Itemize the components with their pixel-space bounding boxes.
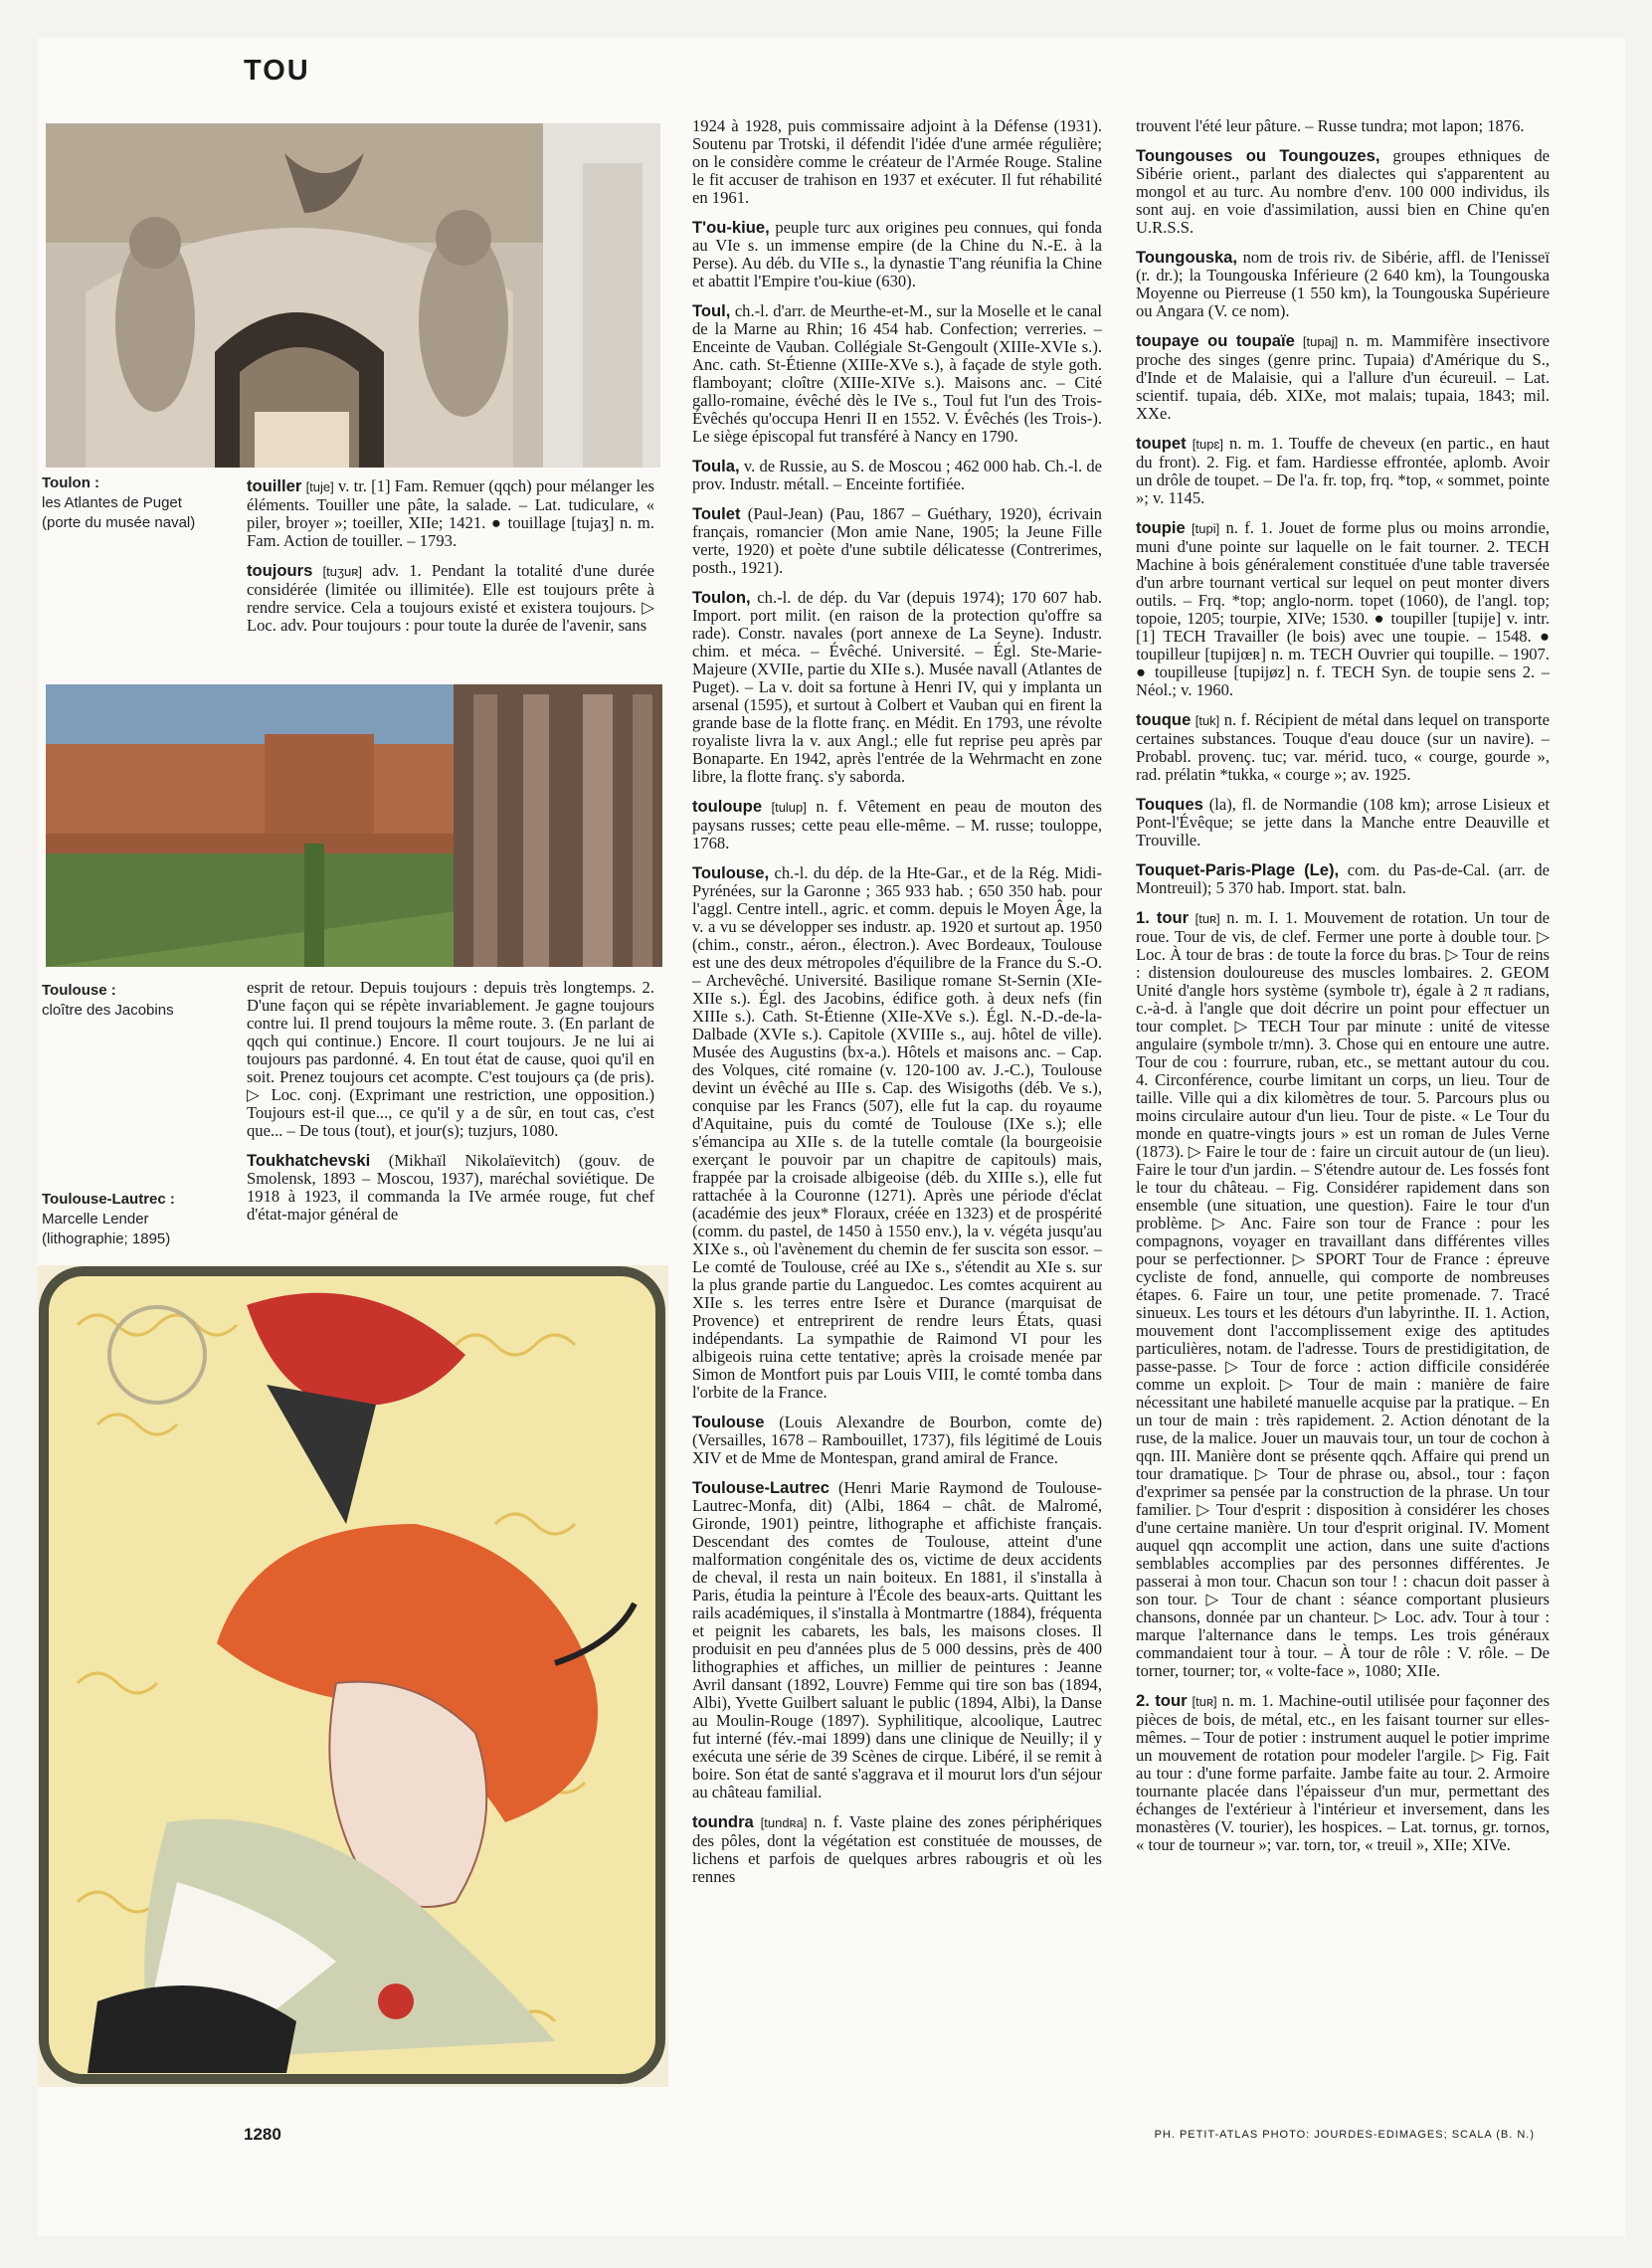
entry-toulouse-lautrec: [692, 1479, 1102, 1801]
definition: (Louis Alexandre de Bourbon, comte de) (Versailles, 1678 – Rambouillet, 1737), fils légitimé de Louis XIV et de Mme de Montespan, grand amiral de France.: [692, 1413, 1102, 1467]
definition: ch.-l. du dép. de la Hte-Gar., et de la Rég. Midi-Pyrénées, sur la Garonne ; 365 933 hab. ; 650 350 hab. pour l'aggl. Centre intell., agric. et comm. depuis le Moyen Âge, la v. a vu se développer ses industr. ap. 1920 et surtout ap. 1950 (chim., constr., aéron., électron.). Avec Bordeaux, Toulouse est une des deux métropoles d'équilibre de la France du S.-O. – Archevêché. Université. Basilique romane St-Sernin (XIe-XIIe s.). Égl. des Jacobins, édifice goth. à deux nefs (fin XIIIe s.). Cath. St-Étienne (XIIe-XVe s.). Égl. N.-D.-de-la-Dalbade (XVIe s.). Capitole (XVIIIe s., auj. hôtel de ville). Musée des Augustins (bx-a.). Hôtels et maisons anc. – Cap. des Volques, cité romaine (v. 120-100 av. J.-C.), Toulouse devint un évêché au IIIe s. Cap. des Wisigoths (déb. Ve s.), conquise par les Francs (507), elle fut la cap. du royaume d'Aquitaine, puis du comté de Toulouse (IXe s.); elle s'émancipa au XIIe s. de la tutelle comtale (la bourgeoisie exerçant le pouvoir par un chapitre de capitouls) mais, frappée par la croisade albigeoise (déb. du XIIIe s.), elle fut rattachée à la Couronne (1271). Après une période d'éclat (académie des jeux* Floraux, créée en 1323) et de prospérité (comm. du pastel, de 1450 à 1550 env.), la v. végéta jusqu'au XIXe s., où l'avènement du chemin de fer suscita son essor. – Le comté de Toulouse, créé au IXe s., s'étendit au XIe s. sur la plus grande partie du Languedoc. Les comtes acquirent au XIIe s. les terres entre Isère et Durance (marquisat de Provence) et entreprirent de rendre leurs États, quasi indépendants. La sympathie de Raimond VI pour les albigeois ruina cette tentative; après la croisade menée par Simon de Montfort puis par Louis VIII, le comté tomba dans l'orbite de la France.: [692, 863, 1102, 1402]
entry-toupie: [1136, 519, 1550, 699]
caption-toulon-title: Toulon :: [42, 474, 100, 491]
headword: Toukhatchevski: [247, 1151, 371, 1170]
definition: (Henri Marie Raymond de Toulouse-Lautrec-Monfa, dit) (Albi, 1864 – chât. de Malromé, Gironde, 1901) peintre, lithographe et affichiste français. Descendant des comtes de Toulouse, atteint d'une malformation congénitale des os, victime de deux accidents de cheval, il resta un nain boiteux. En 1881, il s'installa à Paris, étudia la peinture à l'École des beaux-arts. Quittant les rails académiques, il s'installa à Montmartre (1884), fréquenta et peignit les cabarets, les bals, les maisons closes. Il produisit en peu d'années plus de 5 000 dessins, près de 400 lithographies et affiches, un millier de peintures : Jeanne Avril dansant (1892, Louvre) Femme qui tire son bas (1894, Albi), Yvette Guilbert saluant le public (1894, Albi), la Danse au Moulin-Rouge (1897). Syphilitique, alcoolique, Lautrec fut interné (fév.-mai 1899) dans une clinique de Neuilly; il y exécuta une série de 39 Scènes de cirque. Libéré, il se remit à boire. Son état de santé s'aggrava et il mourut lors d'un séjour au château familial.: [692, 1478, 1102, 1801]
pronunciation: [tuʀ]: [1194, 911, 1220, 926]
headword: touiller: [247, 477, 302, 495]
lautrec-lithograph-illustration: [38, 1265, 668, 2087]
pronunciation: [tuje]: [305, 479, 334, 494]
pronunciation: [tupɛ]: [1192, 437, 1223, 452]
headword: Toulon,: [692, 588, 751, 607]
caption-lautrec-text: Marcelle Lender (lithographie; 1895): [42, 1211, 171, 1247]
definition: ch.-l. de dép. du Var (depuis 1974); 170 607 hab. Import. port milit. (en raison de la protection qu'offre sa rade). Constr. navales (port annexe de La Seyne). Industr. chim. et méca. – Évêché. Université. – Égl. Ste-Marie-Majeure (XVIIe, partie du XIIe s.). Musée navall (Atlantes de Puget). – La v. doit sa fortune à Henri IV, qui y implanta un arsenal (1595), et surtout à Colbert et Vauban qui en firent la grande base de la flotte franç. en Médit. En 1793, une révolte royaliste livra la v. aux Angl.; elle fut reprise peu après par Bonaparte. En 1942, après l'entrée de la Wehrmacht en zone libre, la flotte franç. s'y saborda.: [692, 588, 1102, 786]
caption-toulouse: [42, 981, 221, 1021]
headword: Toulet: [692, 504, 741, 523]
entry-toupaye: [1136, 332, 1550, 423]
column-1-lower: [247, 979, 654, 1252]
headword: Toulouse: [692, 1413, 765, 1431]
headword: toujours: [247, 561, 313, 580]
entry-toulouse: [692, 864, 1102, 1402]
definition: n. m. 1. Touffe de cheveux (en partic., en haut du front). 2. Fig. et fam. Hardiesse effrontée, aplomb. Avoir un drôle de toupet. – De l'a. fr. top, frq. *top, « sommet, pointe »; v. 1145.: [1136, 434, 1550, 507]
headword: toupet: [1136, 434, 1187, 453]
headword: Toungouses ou Toungouzes,: [1136, 146, 1380, 165]
headword: toupaye ou toupaïe: [1136, 331, 1295, 350]
column-3: [1136, 117, 1550, 2107]
pronunciation: [tuk]: [1194, 713, 1220, 728]
toulon-photo-illustration: [46, 123, 660, 468]
caption-lautrec: [42, 1190, 221, 1249]
entry-toungouska: [1136, 249, 1550, 320]
photo-toulouse-cloitre: [46, 684, 662, 967]
entry-toukiue: [692, 219, 1102, 290]
entry-toulon: [692, 589, 1102, 786]
definition: nom de trois riv. de Sibérie, affl. de l'Ienisseï (r. dr.); la Toungouska Inférieure (2 640 km), la Toungouska Moyenne ou Pierreuse (1 550 km), la Toungouska Supérieure ou Angara (V. ce nom).: [1136, 248, 1550, 320]
entry-touque: [1136, 711, 1550, 784]
entry-touloupe: [692, 798, 1102, 852]
pronunciation: [tuʀ]: [1192, 1694, 1217, 1709]
headword: Touquet-Paris-Plage (Le),: [1136, 860, 1340, 879]
col2-continuation: 1924 à 1928, puis commissaire adjoint à la Défense (1931). Soutenu par Trotski, il défendit l'idée d'une armée régulière; on le considère comme le créateur de l'Armée Rouge. Staline le fit accuser de trahison en 1937 et exécuter. Il fut réhabilité en 1961.: [692, 117, 1102, 207]
entry-touquet: [1136, 861, 1550, 897]
entry-tour-1: [1136, 909, 1550, 1680]
toulouse-photo-illustration: [46, 684, 662, 967]
headword: Toul,: [692, 301, 731, 320]
definition: (Mikhaïl Nikolaïevitch) (gouv. de Smolensk, 1893 – Moscou, 1937), maréchal soviétique. De 1918 à 1923, il commanda la IVe armée rouge, fut chef d'état-major général de: [247, 1151, 654, 1224]
definition: n. m. I. 1. Mouvement de rotation. Un tour de roue. Tour de vis, de clef. Fermer une porte à double tour. ▷ Loc. À tour de bras : de toute la force du bras. ▷ Tour de reins : distension douloureuse des muscles lombaires. 2. GEOM Unité d'angle hors système (symbole tr), égale à 2 π radians, c.-à-d. à l'angle que doit décrire un point pour effectuer un tour complet. ▷ TECH Tour par minute : unité de vitesse angulaire (symbole tr/mn). 3. Chose qui en entoure une autre. Tour de cou : fourrure, ruban, etc., se mettant autour du cou. 4. Circonférence, courbe limitant un corps, un lieu. Tour de taille. Ville qui a dix kilomètres de tour. 5. Parcours plus ou moins circulaire autour d'un lieu. Tour de piste. « Le Tour du monde en quatre-vingts jours » est un roman de Jules Verne (1873). ▷ Faire le tour de : faire un circuit autour de (un lieu). Faire le tour d'un jardin. – S'étendre autour de. Les fossés font le tour du château. – Fig. Considérer rapidement dans son ensemble (une situation, une question). Faire le tour d'un problème. ▷ Anc. Faire son tour de France : pour les compagnons, voyager en travaillant dans différentes villes pour se perfectionner. ▷ SPORT Tour de France : épreuve cycliste de fond, annuelle, qui comporte de nombreuses étapes. 6. Faire un tour, une petite promenade. 7. Tracé sinueux. Les tours et les détours d'un labyrinthe. II. 1. Action, mouvement dont l'accomplissement exige des aptitudes particulières, notam. de l'adresse. Tours de prestidigitation, de passe-passe. ▷ Tour de force : action difficile considérée comme un exploit. ▷ Tour de main : manière de faire nécessitant une habileté manuelle acquise par la pratique. – En un tour de main : très rapidement. 2. Action dénotant de la ruse, de la malice. Jouer un mauvais tour, un tour de cochon à qqn. III. Manière dont se présente qqch. Affaire qui prend un tour dramatique. ▷ Tour de phrase ou, absol., tour : façon d'exprimer sa pensée par la construction de la phrase. Un tour familier. ▷ Tour d'esprit : disposition à considérer les choses d'une certaine manière. Un tour d'esprit original. IV. Moment auquel qqn accomplit une action, dans une suite d'actions semblables accomplies par des personnes différentes. Je passerai à mon tour. Chacun son tour ! : chacun doit passer à son tour. ▷ Tour de chant : séance comportant plusieurs chansons, donnée par un chanteur. ▷ Loc. adv. Tour à tour : marque l'alternance dans le temps. Les trois généraux commandaient tour à tour. – À tour de rôle : V. rôle. – De torner, tourner; tor, « volte-face », 1080; XIIe.: [1136, 908, 1550, 1680]
headword: touloupe: [692, 797, 763, 816]
col3-continuation: trouvent l'été leur pâture. – Russe tundra; mot lapon; 1876.: [1136, 117, 1525, 135]
entry-toul: [692, 302, 1102, 446]
entry-touques: [1136, 796, 1550, 850]
entry-toukhatchevski: [247, 1152, 654, 1224]
definition: (Paul-Jean) (Pau, 1867 – Guéthary, 1920), écrivain français, romancier (Mon amie Nane, 1905; la Jeune Fille verte, 1920) et poète d'une subtile délicatesse (Contrerimes, posth., 1921).: [692, 504, 1102, 577]
headword: toupie: [1136, 518, 1186, 537]
definition: n. f. Récipient de métal dans lequel on transporte certaines substances. Touque d'eau douce (sur un navire). – Probabl. provenç. tuc; var. mérid. tuco, « courge, gourde », rad. prélatin *tukka, « courge »; av. 1925.: [1136, 710, 1550, 784]
running-head: TOU: [244, 55, 310, 87]
entry-toundra: [692, 1813, 1102, 1886]
caption-toulon-text: les Atlantes de Puget (porte du musée naval): [42, 494, 196, 531]
photo-toulon-atlantes: [46, 123, 660, 468]
headword: Toulouse,: [692, 863, 770, 882]
entry-toulet: [692, 505, 1102, 577]
entry-toungouses: [1136, 147, 1550, 237]
definition: groupes ethniques de Sibérie orient., parlant des dialectes qui s'apparentent au mongol et au turc. Au nombre d'env. 100 000 individus, ils sont auj. en voie d'assimilation, aussi bien en Chine qu'en U.R.S.S.: [1136, 146, 1550, 237]
headword: Toula,: [692, 457, 740, 475]
definition: n. m. 1. Machine-outil utilisée pour façonner des pièces de bois, de métal, etc., en les faisant tourner sur elles-mêmes. – Tour de potier : instrument auquel le potier imprime un mouvement de rotation pour modeler l'argile. ▷ Fig. Fait au tour : d'une forme parfaite. Jambe faite au tour. 2. Armoire tournante placée dans l'épaisseur d'un mur, permettant des échanges de l'extérieur à l'intérieur et inversement, dans les monastères (V. tourier), les hospices. – Lat. tornus, gr. tornos, « tour de tourneur »; var. torn, tor, « treuil », XIIe; XIVe.: [1136, 1691, 1550, 1854]
caption-toulon: [42, 473, 221, 533]
pronunciation: [tundʀa]: [760, 1815, 808, 1830]
headword: toundra: [692, 1812, 754, 1831]
entry-toujours-continued: esprit de retour. Depuis toujours : depuis très longtemps. 2. D'une façon qui se répète invariablement. Je gagne toujours contre lui. Il prend toujours la même route. 3. (En parlant de qqch qui continue.) Encore. Il court toujours. Je ne lui ai toujours pas pardonné. 4. En tout état de cause, quoi qu'il en soit. Prenez toujours cet acompte. C'est toujours ça (de pris). ▷ Loc. conj. (Exprimant une restriction, une opposition.) Toujours est-il que..., ce qu'il y a de sûr, en tout cas, c'est que... – De tous (tout), et jour(s); tuzjurs, 1080.: [247, 979, 654, 1140]
column-1: [247, 477, 654, 676]
caption-lautrec-title: Toulouse-Lautrec :: [42, 1191, 175, 1208]
definition: ch.-l. d'arr. de Meurthe-et-M., sur la Moselle et le canal de la Marne au Rhin; 16 454 hab. Confection; verreries. – Enceinte de Vauban. Collégiale St-Gengoult (XIIIe-XVIe s.). Anc. cath. St-Étienne (XIIIe-XVe s.), à façade de style goth. flamboyant; cloître (XIIIe-XIVe s.). Maisons anc. – Cité gallo-romaine, évêché dès le IVe s., Toul fut l'un des Trois-Évêchés qu'occupa Henri II en 1552. V. Évêchés (les Trois-). Le siège épiscopal fut transféré à Nancy en 1790.: [692, 301, 1102, 446]
entry-toujours: [247, 562, 654, 635]
definition: peuple turc aux origines peu connues, qui fonda au VIe s. un immense empire (de la Chine du N.-E. à la Perse). Au déb. du VIIe s., la dynastie T'ang réunifia la Chine et abattit l'Empire t'ou-kiue (630).: [692, 218, 1102, 290]
headword: T'ou-kiue,: [692, 218, 770, 237]
headword: touque: [1136, 710, 1192, 729]
page-number: 1280: [244, 2125, 281, 2144]
headword: Touques: [1136, 795, 1203, 814]
caption-toulouse-text: cloître des Jacobins: [42, 1002, 174, 1019]
headword: 2. tour: [1136, 1691, 1188, 1710]
definition: (la), fl. de Normandie (108 km); arrose Lisieux et Pont-l'Évêque; se jette dans la Manche entre Deauville et Trouville.: [1136, 795, 1550, 850]
entry-toulouse-comte: [692, 1414, 1102, 1467]
lithograph-marcelle-lender: [38, 1265, 668, 2087]
pronunciation: [tupi]: [1192, 521, 1220, 536]
column-2: [692, 117, 1102, 2107]
definition: v. de Russie, au S. de Moscou ; 462 000 hab. Ch.-l. de prov. Industr. métall. – Enceinte fortifiée.: [692, 457, 1102, 493]
pronunciation: [tulup]: [771, 800, 807, 815]
headword: Toulouse-Lautrec: [692, 1478, 829, 1497]
definition: n. f. Vaste plaine des zones périphériques des pôles, dont la végétation est constituée de mousses, de lichens et parfois de quelques arbres rabougris et où les rennes: [692, 1812, 1102, 1886]
headword: 1. tour: [1136, 908, 1190, 927]
entry-toula: [692, 458, 1102, 493]
pronunciation: [tuʒuʀ]: [322, 564, 362, 579]
definition: n. m. Mammifère insectivore proche des singes (genre princ. Tupaia) d'Amérique du S., d'Inde et de Malaisie, qui a l'allure d'un écureuil. – Lat. scientif. tupaia, déb. XIXe, mot malais; tupaia, 1843; mil. XXe.: [1136, 331, 1550, 423]
headword: Toungouska,: [1136, 248, 1238, 267]
definition: v. tr. [1] Fam. Remuer (qqch) pour mélanger les éléments. Touiller une pâte, la salade. – Lat. tudiculare, « piler, broyer »; toeiller, XIIe; 1421. ● touillage [tujaʒ] n. m. Fam. Action de touiller. – 1793.: [247, 477, 654, 550]
entry-toupet: [1136, 435, 1550, 507]
entry-touiller: [247, 477, 654, 550]
definition: n. f. Vêtement en peau de mouton des paysans russes; cette peau elle-même. – M. russe; touloppe, 1768.: [692, 797, 1102, 852]
caption-toulouse-title: Toulouse :: [42, 982, 116, 999]
photo-credit: PH. PETIT-ATLAS PHOTO: JOURDES-EDIMAGES; SCALA (B. N.): [1154, 2129, 1535, 2141]
definition: adv. 1. Pendant la totalité d'une durée considérée (limitée ou illimitée). Elle est toujours prête à rendre service. Cela a toujours existé et existera toujours. ▷ Loc. adv. Pour toujours : pour toute la durée de l'avenir, sans: [247, 561, 654, 635]
pronunciation: [tupaj]: [1302, 334, 1339, 349]
entry-tour-2: [1136, 1692, 1550, 1854]
definition: n. f. 1. Jouet de forme plus ou moins arrondie, muni d'une pointe sur laquelle on le fait tourner. 2. TECH Machine à bois généralement constituée d'une table traversée d'un arbre tournant vertical sur lequel on peut monter divers outils. – Frq. *top; anglo-norm. topet (1060), de l'angl. top; topoie, 1205; tourpie, XIVe; 1530. ● toupiller [tupije] v. intr. [1] TECH Travailler (le bois) avec une toupie. – 1548. ● toupilleur [tupijœʀ] n. m. TECH Ouvrier qui toupille. – 1907. ● toupilleuse [tupijøz] n. f. TECH Syn. de toupie sens 2. – Néol.; v. 1960.: [1136, 518, 1550, 699]
definition: com. du Pas-de-Cal. (arr. de Montreuil); 5 370 hab. Import. stat. baln.: [1136, 860, 1550, 897]
